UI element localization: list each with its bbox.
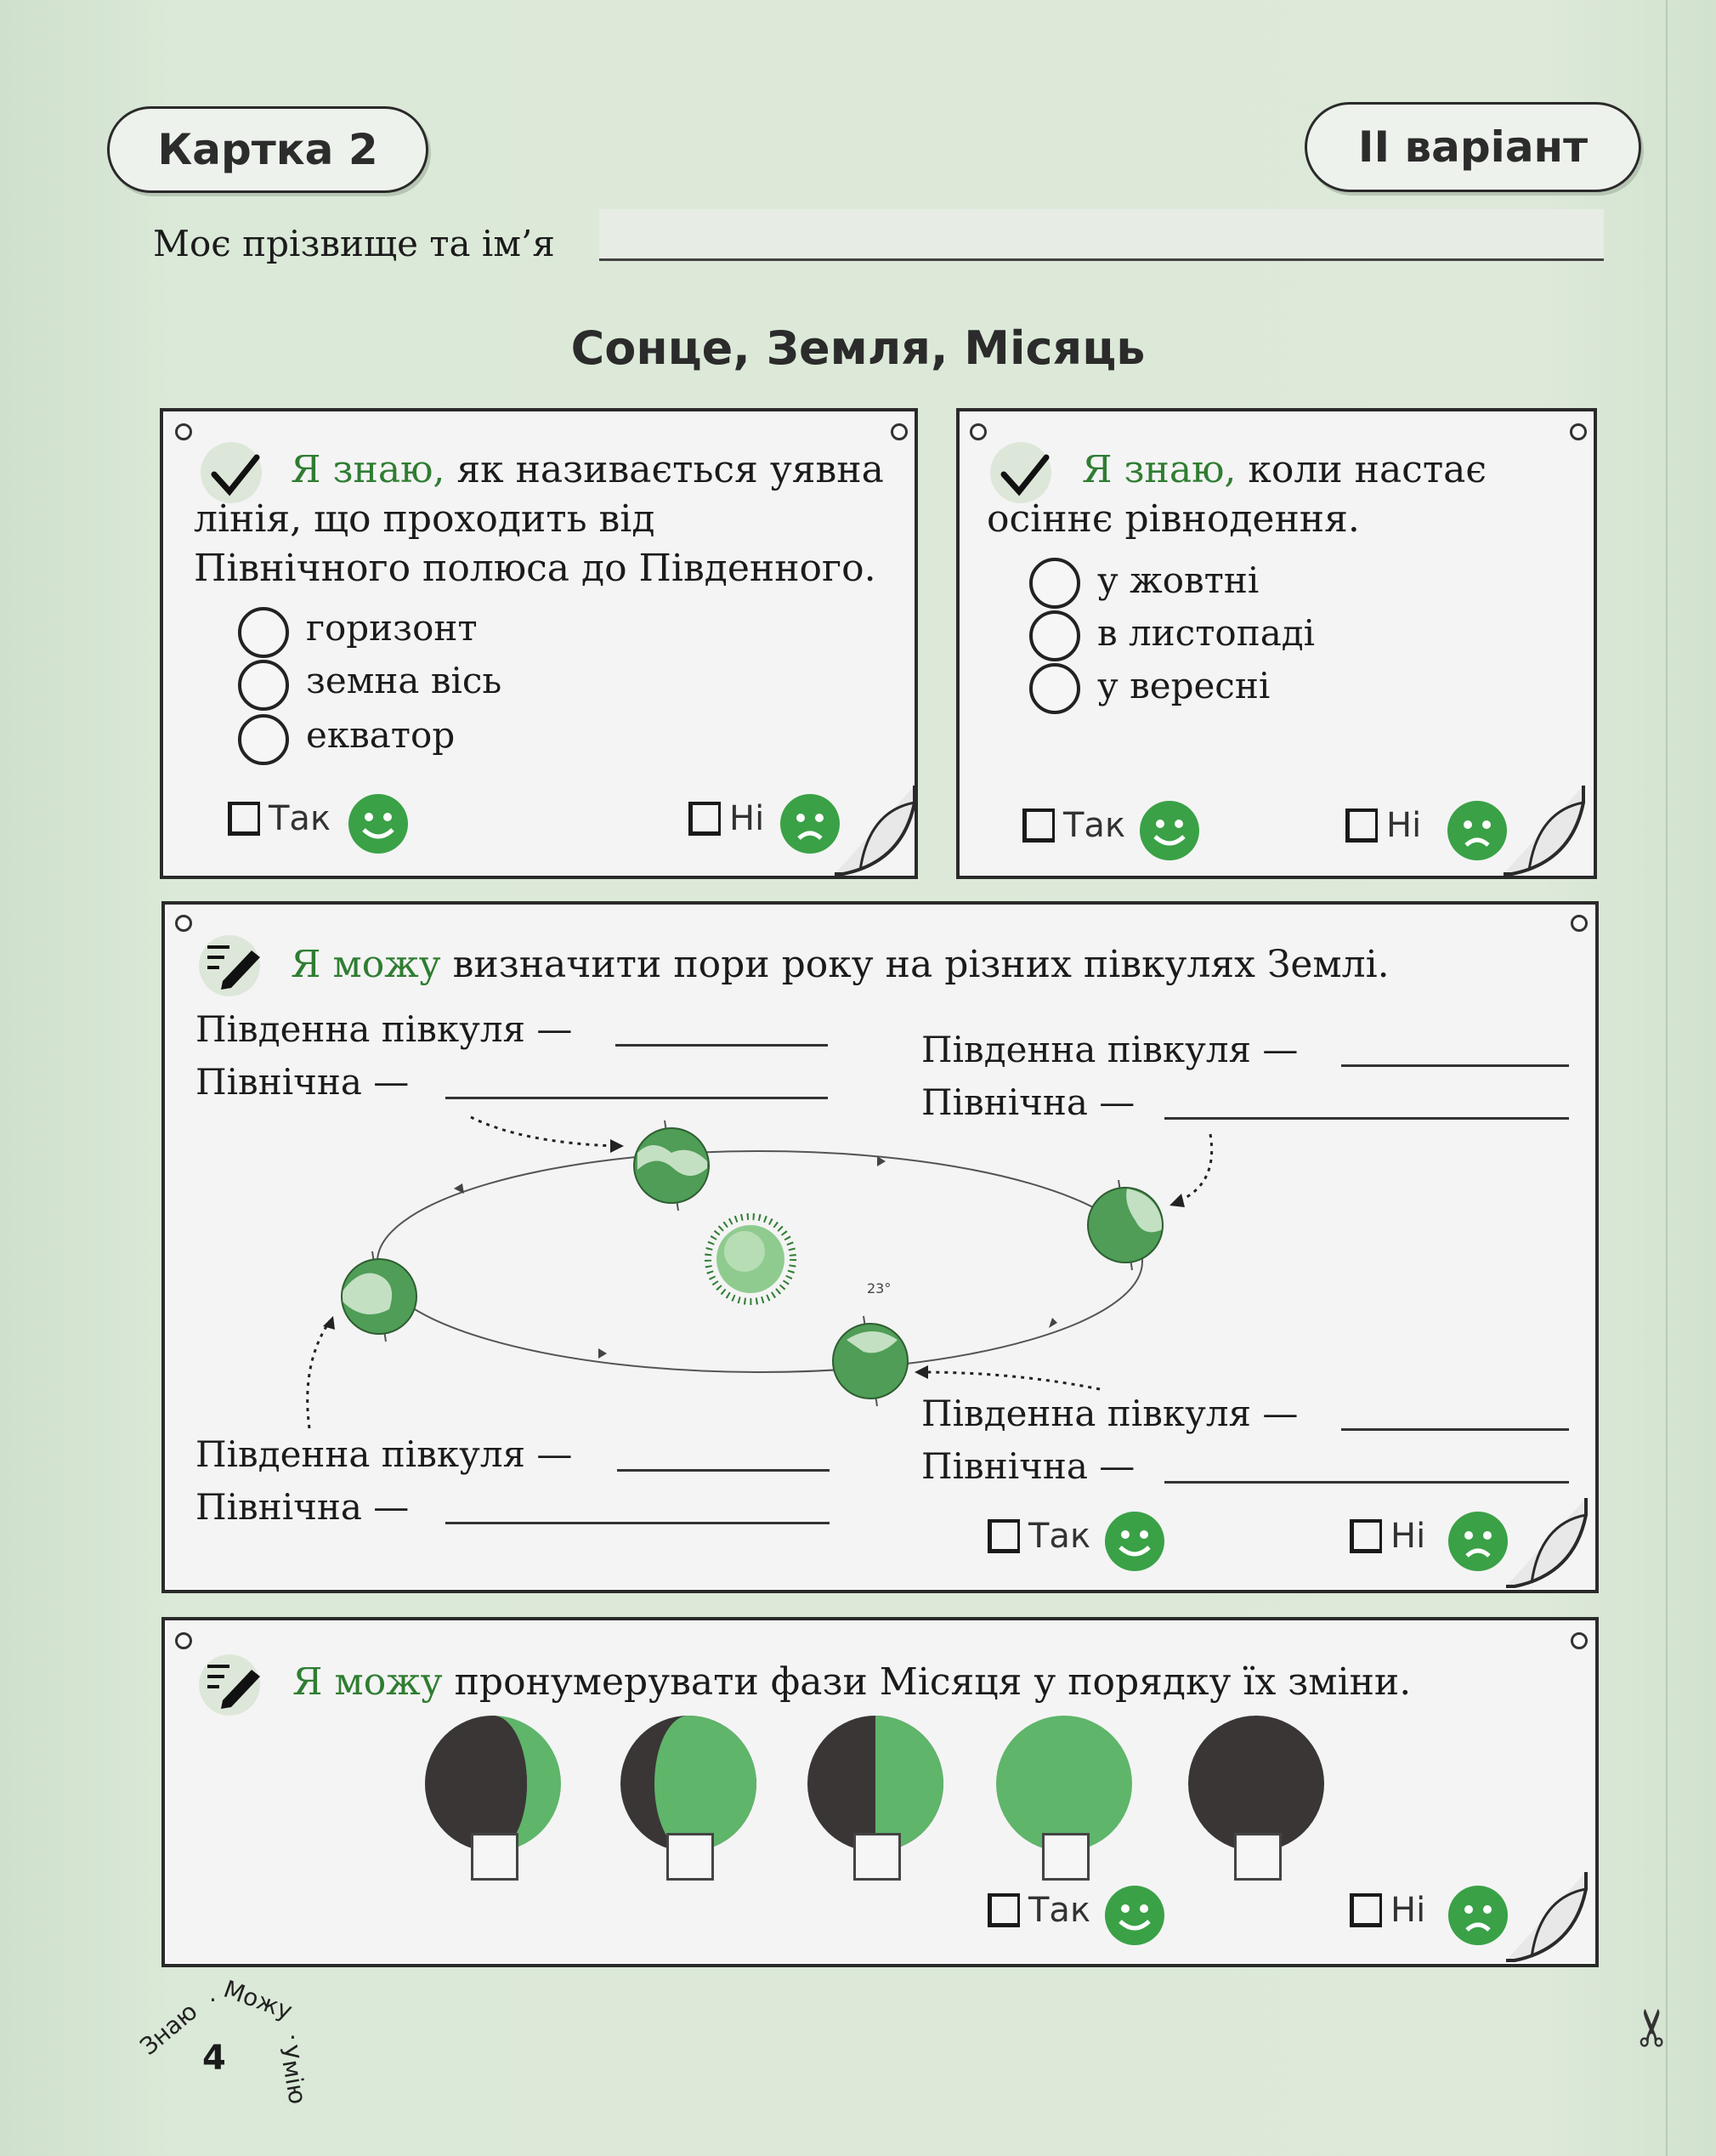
- no-label: Ні: [1390, 1517, 1426, 1556]
- radio-option-1[interactable]: [238, 607, 289, 658]
- task-card-2: [956, 408, 1597, 879]
- south-label: Південна півкуля —: [921, 1029, 1299, 1070]
- page-number: 4: [202, 2039, 226, 2078]
- brand-word-3: Умію: [274, 2043, 313, 2107]
- yes-label: Так: [1063, 806, 1126, 845]
- card-label: Картка 2: [157, 125, 378, 174]
- earth-icon: [1085, 1178, 1166, 1272]
- no-label: Ні: [1390, 1891, 1426, 1930]
- earth-icon: [830, 1314, 911, 1408]
- task1-line3: Північного полюса до Південного.: [194, 547, 876, 590]
- north-label: Північна —: [195, 1486, 410, 1528]
- no-checkbox[interactable]: [1350, 1517, 1425, 1556]
- checkbox-square: [1022, 808, 1055, 843]
- smile-face-icon: [348, 794, 408, 854]
- radio-option-2[interactable]: [1029, 610, 1080, 661]
- task1-line1: [291, 445, 884, 495]
- option-label: в листопаді: [1097, 612, 1316, 654]
- page-curl-icon: [1506, 1498, 1591, 1591]
- no-label: Ні: [1386, 806, 1422, 845]
- earth-icon: [338, 1250, 420, 1343]
- page-title: Сонце, Земля, Місяць: [570, 321, 1146, 375]
- tilt-label: 23°: [867, 1280, 892, 1296]
- phase-number-box[interactable]: [853, 1833, 901, 1881]
- smile-face-icon: [1105, 1512, 1164, 1571]
- no-label: Ні: [729, 799, 765, 838]
- page-curl-icon: [1506, 1872, 1591, 1966]
- checkbox-square: [1350, 1893, 1382, 1927]
- card-hole: [175, 1632, 192, 1649]
- radio-option-3[interactable]: [238, 714, 289, 765]
- card-hole: [175, 423, 192, 440]
- orbit-diagram: [165, 905, 1595, 1590]
- page-curl-icon: [835, 786, 920, 879]
- phase-number-box[interactable]: [1042, 1833, 1090, 1881]
- sad-face-icon: [780, 794, 840, 854]
- task3-lead: Я можу: [291, 943, 441, 986]
- task3-text: визначити пори року на різних півкулях Землі.: [440, 943, 1390, 986]
- no-checkbox[interactable]: [1350, 1891, 1425, 1930]
- sad-face-icon: [1448, 1886, 1508, 1945]
- radio-option-2[interactable]: [238, 660, 289, 711]
- yes-checkbox[interactable]: [988, 1517, 1090, 1556]
- phase-number-box[interactable]: [1234, 1833, 1282, 1881]
- task-card-3: [161, 901, 1599, 1593]
- yes-label: Так: [1028, 1517, 1091, 1556]
- card-label-pill: [107, 106, 428, 193]
- yes-checkbox[interactable]: [988, 1891, 1090, 1930]
- north-label: Північна —: [921, 1081, 1136, 1123]
- checkbox-square: [688, 802, 721, 836]
- task-card-1: [160, 408, 918, 879]
- option-label: горизонт: [306, 607, 478, 649]
- brand-dot: ·: [209, 1986, 217, 2014]
- task2-lead: Я знаю,: [1082, 448, 1237, 491]
- south-label: Південна півкуля —: [921, 1393, 1299, 1434]
- yes-checkbox[interactable]: [1022, 806, 1125, 845]
- checkbox-square: [988, 1519, 1020, 1553]
- pencil-icon: [204, 1658, 263, 1709]
- task2-text1: коли настає: [1236, 448, 1487, 491]
- page-curl-icon: [1504, 786, 1589, 879]
- option-label: земна вісь: [306, 660, 502, 701]
- smile-face-icon: [1105, 1886, 1164, 1945]
- checkbox-square: [1345, 808, 1378, 843]
- task4-text: пронумерувати фази Місяця у порядку їх зміни.: [442, 1660, 1412, 1704]
- brand-word-2: Можу: [219, 1974, 297, 2026]
- scissors-icon: ✂: [1623, 2006, 1684, 2050]
- yes-label: Так: [269, 799, 331, 838]
- phase-number-box[interactable]: [471, 1833, 518, 1881]
- phase-number-box[interactable]: [666, 1833, 714, 1881]
- yes-checkbox[interactable]: [228, 799, 331, 838]
- brand-dot: ·: [289, 2023, 297, 2051]
- option-label: у вересні: [1097, 665, 1271, 706]
- name-input-line[interactable]: [599, 209, 1604, 261]
- option-label: екватор: [306, 714, 456, 756]
- yes-label: Так: [1028, 1891, 1091, 1930]
- task1-lead: Я знаю,: [291, 448, 445, 491]
- smile-face-icon: [1140, 801, 1199, 860]
- radio-option-3[interactable]: [1029, 663, 1080, 714]
- task4-heading: [292, 1658, 1411, 1707]
- task1-text1: як називається уявна: [445, 448, 884, 491]
- south-label: Південна півкуля —: [195, 1433, 573, 1475]
- no-checkbox[interactable]: [1345, 806, 1421, 845]
- card-hole: [891, 423, 908, 440]
- task2-line2: осіннє рівнодення.: [987, 497, 1360, 541]
- north-label: Північна —: [195, 1061, 410, 1103]
- variant-label: ІІ варіант: [1357, 122, 1589, 172]
- checkbox-square: [988, 1893, 1020, 1927]
- checkbox-square: [228, 802, 260, 836]
- checkbox-square: [1350, 1519, 1382, 1553]
- task-card-4: [161, 1617, 1599, 1967]
- sad-face-icon: [1448, 1512, 1508, 1571]
- task1-line2: лінія, що проходить від: [194, 497, 655, 541]
- task2-line1: [1082, 445, 1487, 495]
- card-hole: [1570, 423, 1587, 440]
- radio-option-1[interactable]: [1029, 558, 1080, 609]
- sad-face-icon: [1447, 801, 1507, 860]
- card-hole: [1571, 1632, 1588, 1649]
- card-hole: [970, 423, 987, 440]
- brand-word-1: Знаю: [134, 1997, 203, 2061]
- south-label: Південна півкуля —: [195, 1008, 573, 1050]
- no-checkbox[interactable]: [688, 799, 764, 838]
- name-prompt: Моє прізвище та ім’я: [153, 223, 555, 264]
- north-label: Північна —: [921, 1445, 1136, 1487]
- sun-icon: [704, 1212, 797, 1306]
- task4-lead: Я можу: [292, 1660, 443, 1704]
- option-label: у жовтні: [1097, 559, 1260, 601]
- variant-label-pill: [1305, 102, 1641, 192]
- earth-icon: [631, 1119, 712, 1212]
